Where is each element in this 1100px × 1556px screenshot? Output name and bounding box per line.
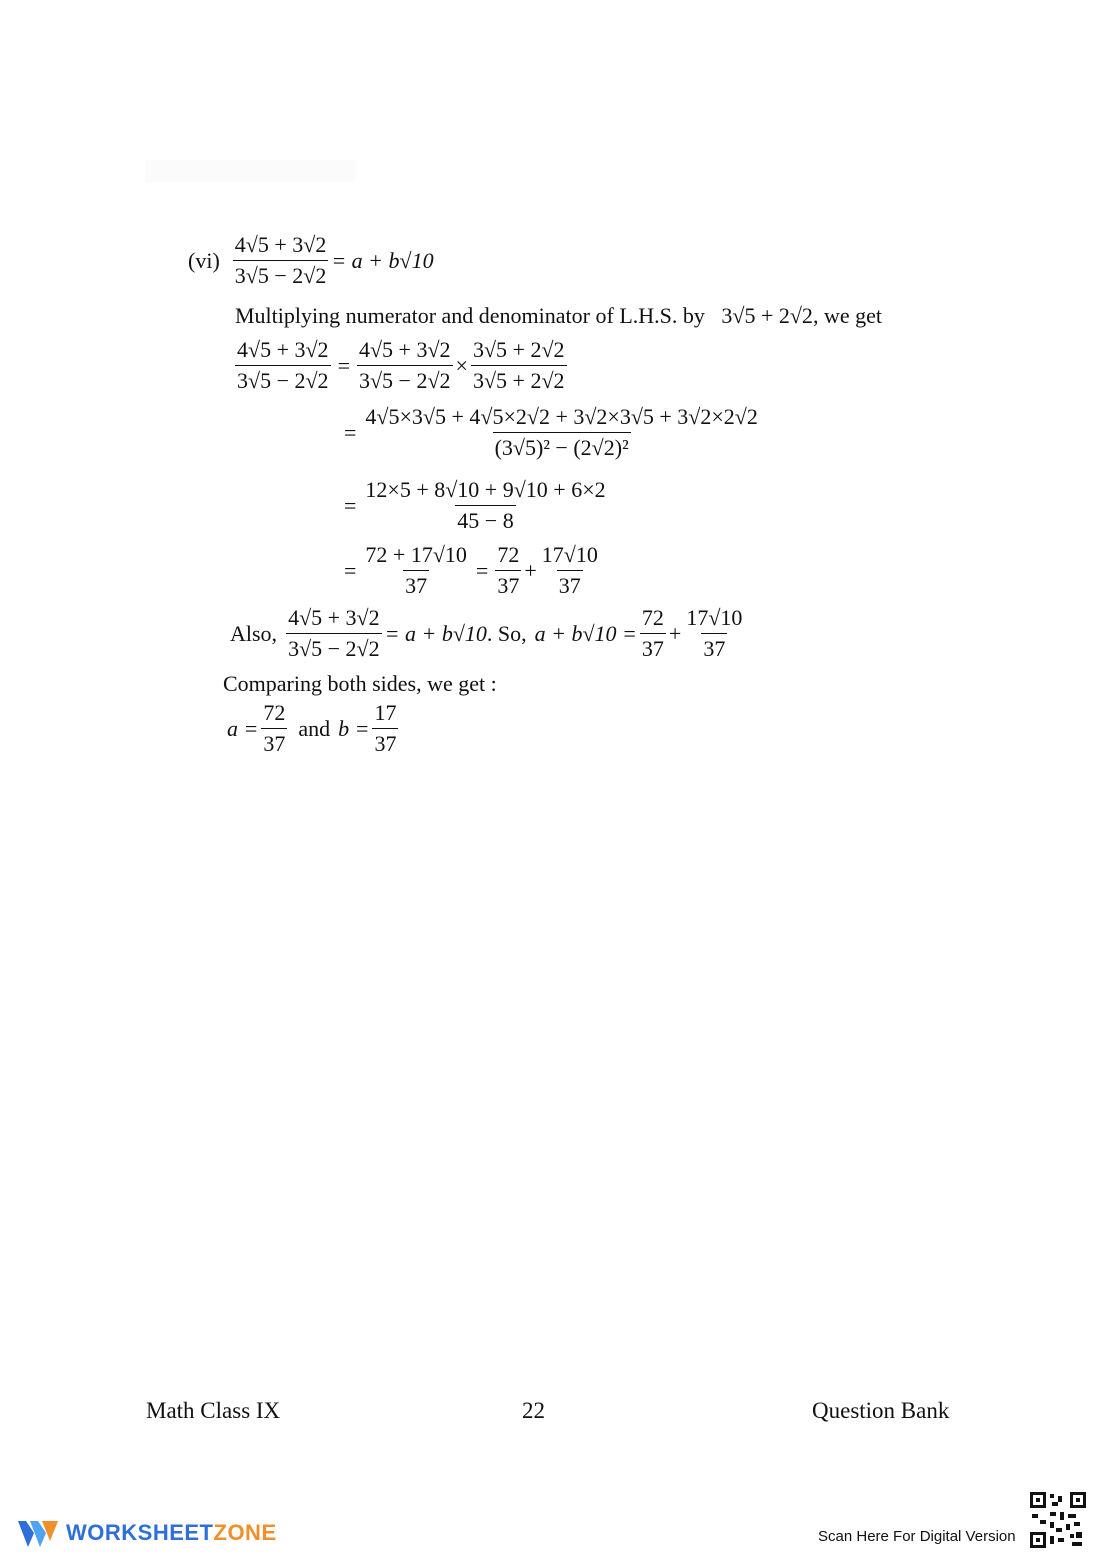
comparing-line: Comparing both sides, we get :: [223, 671, 497, 696]
a-value-den: 37: [261, 728, 287, 757]
equals-sign: =: [475, 557, 489, 583]
part-a-den: 37: [495, 570, 521, 599]
multiplying-text: Multiplying numerator and denominator of L.H.S. by: [235, 303, 705, 328]
conjugate-den: 3√5 + 2√2: [471, 365, 567, 394]
faded-header: [145, 160, 355, 182]
plus-sign: +: [668, 620, 682, 646]
also-line: [230, 605, 747, 662]
worksheetzone-logo-icon: [16, 1515, 60, 1551]
b-value-den: 37: [372, 728, 398, 757]
lhs-denominator: 3√5 − 2√2: [233, 260, 329, 289]
conjugate-num: 3√5 + 2√2: [472, 337, 565, 362]
also-part-a: [640, 605, 666, 662]
also-rhs: = a + b√10: [384, 620, 487, 646]
scan-text: Scan Here For Digital Version: [818, 1528, 1016, 1545]
qr-code-icon[interactable]: [1030, 1492, 1086, 1548]
times-sign: ×: [455, 352, 468, 378]
step1-frac-a-den: 3√5 − 2√2: [357, 365, 453, 394]
equals-sign: =: [344, 419, 357, 445]
lhs-fraction: [233, 232, 329, 289]
step-2: [340, 477, 611, 534]
also-part-b-num: 17√10: [686, 605, 743, 630]
step1-lhs-fraction: [235, 337, 331, 394]
also-part-b: [684, 605, 744, 662]
problem-label: (vi): [188, 247, 220, 273]
equals-sign: =: [344, 492, 357, 518]
also-text: Also,: [230, 620, 278, 646]
brand-name: WORKSHEETZONE: [66, 1520, 277, 1545]
step-3: [340, 542, 603, 599]
so-expression: a + b√10 =: [534, 620, 637, 646]
worksheetzone-brand[interactable]: [16, 1515, 277, 1551]
lhs-numerator: 4√5 + 3√2: [234, 232, 327, 257]
step-expand: [340, 404, 763, 461]
step2-fraction: [363, 477, 607, 534]
expand-fraction: [363, 404, 759, 461]
footer-page-number: 22: [522, 1398, 545, 1423]
step2-num: 12×5 + 8√10 + 9√10 + 6×2: [365, 477, 606, 502]
part-b-den: 37: [557, 570, 583, 599]
expand-num: 4√5×3√5 + 4√5×2√2 + 3√2×3√5 + 3√2×2√2: [365, 404, 758, 429]
statement-rhs: = a + b√10: [331, 247, 434, 273]
step1-frac-a-num: 4√5 + 3√2: [358, 337, 451, 362]
so-text: . So,: [486, 620, 527, 646]
step-1: [232, 337, 570, 394]
a-variable: a =: [227, 715, 259, 741]
footer-right: Question Bank: [812, 1398, 950, 1423]
also-lhs-num: 4√5 + 3√2: [288, 605, 380, 630]
result-line: [227, 700, 401, 757]
expand-den: (3√5)² − (2√2)²: [493, 432, 631, 461]
part-a-num: 72: [497, 542, 520, 567]
also-lhs-fraction: [286, 605, 382, 662]
b-value-num: 17: [374, 700, 397, 725]
step3-num: 72 + 17√10: [365, 542, 467, 567]
step3-den: 37: [403, 570, 429, 599]
step2-den: 45 − 8: [455, 505, 515, 534]
also-part-a-den: 37: [640, 633, 666, 662]
step1-fraction-a: [357, 337, 453, 394]
multiplier-expression: 3√5 + 2√2: [721, 303, 813, 328]
step1-lhs-den: 3√5 − 2√2: [235, 365, 331, 394]
part-b-fraction: [540, 542, 600, 599]
step3-fraction: [363, 542, 468, 599]
plus-sign: +: [524, 557, 537, 583]
step1-lhs-num: 4√5 + 3√2: [237, 337, 329, 362]
multiplying-line: [235, 303, 882, 329]
conjugate-fraction: [471, 337, 567, 394]
also-part-b-den: 37: [701, 633, 727, 662]
problem-statement: [188, 232, 434, 289]
b-variable: b =: [338, 715, 370, 741]
also-part-a-num: 72: [641, 605, 664, 630]
a-value-num: 72: [263, 700, 286, 725]
part-a-fraction: [495, 542, 521, 599]
b-value-fraction: [372, 700, 398, 757]
part-b-num: 17√10: [541, 542, 598, 567]
equals-sign: =: [337, 352, 350, 378]
footer-left: Math Class IX: [146, 1398, 281, 1423]
we-get-text: , we get: [812, 303, 882, 328]
and-text: and: [298, 715, 331, 741]
equals-sign: =: [344, 557, 357, 583]
also-lhs-den: 3√5 − 2√2: [286, 633, 382, 662]
a-value-fraction: [261, 700, 287, 757]
